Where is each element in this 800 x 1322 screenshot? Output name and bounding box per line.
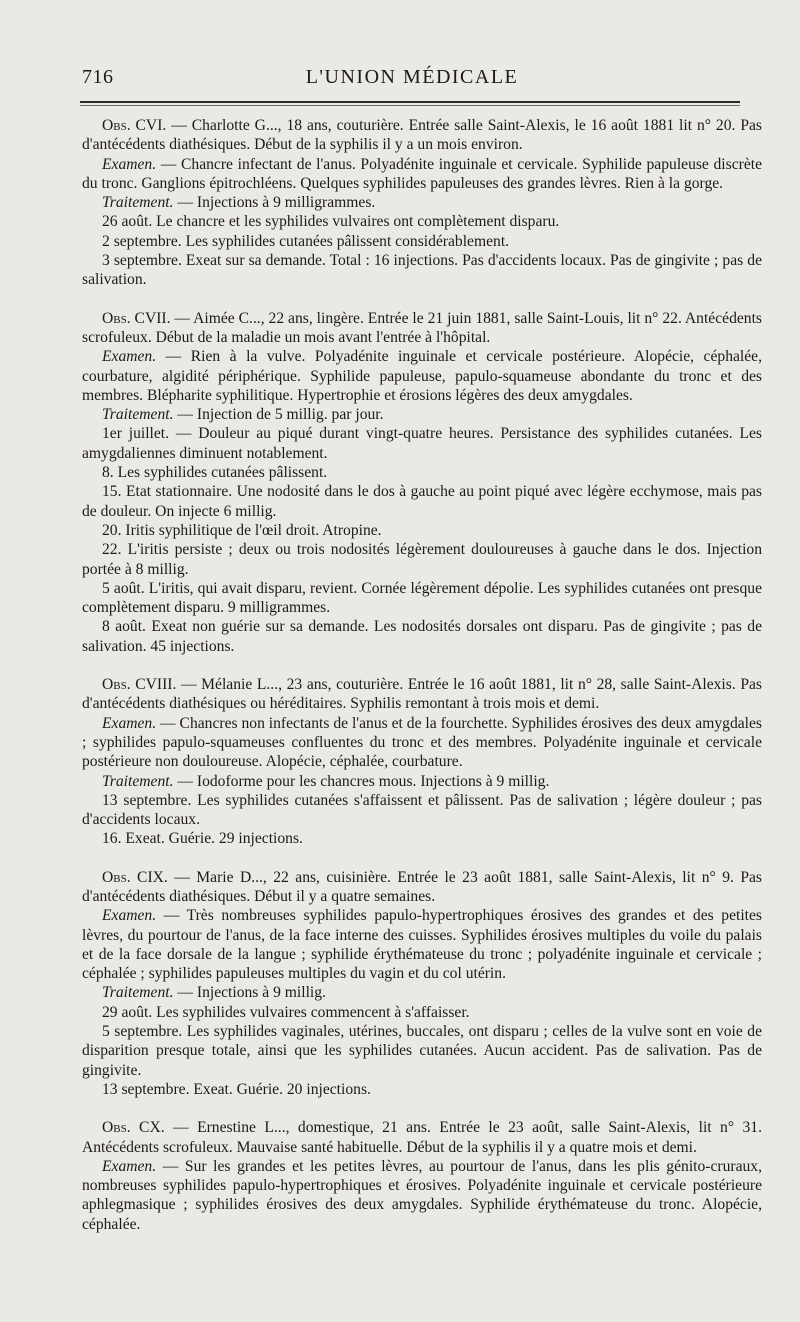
paragraph — [82, 906, 762, 983]
section-label: Examen. — [102, 155, 157, 173]
paragraph-text: — Marie D..., 22 ans, cuisinière. Entrée le 23 août 1881, salle Saint-Alexis, lit n° 9. Pas d'antécédents diathésiques. Début il y a quatre semaines. — [82, 868, 762, 905]
paragraph-text: 3 septembre. Exeat sur sa demande. Total : 16 injections. Pas d'accidents locaux. Pas de gingivite ; pas de salivation. — [82, 252, 762, 289]
section-label: Examen. — [102, 1157, 157, 1175]
paragraph-text: — Chancre infectant de l'anus. Polyadénite inguinale et cervicale. Syphilide papuleuse discrète du tronc. Ganglions épitrochléens. Quelques syphilides papuleuses des grandes lèvres. Rien à la gorge. — [82, 155, 762, 192]
paragraph-text: — Injection de 5 millig. par jour. — [173, 406, 384, 424]
observation-cvi — [82, 116, 762, 290]
paragraph-text: 1er juillet. — Douleur au piqué durant vingt-quatre heures. Persistance des syphilides cutanées. Les amygdaliennes diminuent notablement. — [82, 425, 762, 462]
paragraph — [82, 193, 762, 212]
paragraph — [82, 714, 762, 772]
section-label: Examen. — [102, 714, 157, 732]
paragraph — [82, 212, 762, 231]
paragraph — [82, 116, 762, 155]
observation-cviii — [82, 675, 762, 849]
paragraph-text: — Mélanie L..., 23 ans, couturière. Entrée le 16 août 1881, lit n° 28, salle Saint-Alexis. Pas d'antécédents diathésiques ou héréditaires. Syphilis remontant à trois mois et demi. — [82, 676, 762, 713]
paragraph-text: — Ernestine L..., domestique, 21 ans. Entrée le 23 août, salle Saint-Alexis, lit n° 31. Antécédents scrofuleux. Mauvaise santé habituelle. Début de la syphilis il y a quatre mois et demi. — [82, 1119, 762, 1156]
running-title: L'UNION MÉDICALE — [305, 66, 519, 88]
section-label: Examen. — [102, 907, 157, 925]
paragraph-text: — Iodoforme pour les chancres mous. Injections à 9 millig. — [173, 772, 550, 790]
paragraph — [82, 791, 762, 830]
paragraph-text: 16. Exeat. Guérie. 29 injections. — [102, 830, 303, 848]
header-rule — [80, 101, 740, 103]
header-rule-thin — [80, 105, 740, 106]
paragraph-text: 8. Les syphilides cutanées pâlissent. — [102, 464, 328, 482]
paragraph — [82, 232, 762, 251]
paragraph-text: — Charlotte G..., 18 ans, couturière. Entrée salle Saint-Alexis, le 16 août 1881 lit n° 20. Pas d'antécédents diathésiques. Début de la syphilis il y a un mois environ. — [82, 117, 762, 154]
paragraph-text: 5 août. L'iritis, qui avait disparu, revient. Cornée légèrement dépolie. Les syphilides cutanées ont presque complètement disparu. 9 milligrammes. — [82, 579, 762, 617]
page-header — [82, 66, 742, 96]
paragraph-text: 22. L'iritis persiste ; deux ou trois nodosités légèrement douloureuses à gauche dans le dos. Injection portée à 8 millig. — [82, 541, 762, 578]
observation-cx — [82, 1118, 762, 1234]
paragraph-text: — Chancres non infectants de l'anus et de la fourchette. Syphilides érosives des deux amygdales ; syphilides papulo-squameuses confluentes du tronc et des membres. Polyadénite inguinale et cervicale postérieure non douloureuse. Alopécie, céphalée, courbature. — [82, 714, 762, 771]
paragraph — [82, 1022, 762, 1080]
paragraph-text: 20. Iritis syphilitique de l'œil droit. Atropine. — [102, 521, 382, 539]
obs-label: Obs. CVI. — [102, 117, 167, 134]
paragraph — [82, 1118, 762, 1157]
paragraph-text: — Sur les grandes et les petites lèvres, au pourtour de l'anus, dans les plis génito-cruraux, nombreuses syphilides papulo-hypertrophiques et érosives. Polyadénite inguinale et cervicale postérieure aphlegmasique ; syphilides érosives des deux amygdales. Syphilide érythémateuse du tronc. Alopécie, céphalée. — [82, 1157, 762, 1233]
obs-label: Obs. CIX. — [102, 868, 168, 886]
paragraph-text: — Rien à la vulve. Polyadénite inguinale et cervicale postérieure. Alopécie, céphalée, courbature, algidité périphérique. Syphilide papuleuse, papulo-squameuse abondante du tronc et des membres. Blépharite syphilitique. Hypertrophie et érosions légères des deux amygdales. — [82, 348, 762, 404]
paragraph — [82, 983, 762, 1002]
observation-cvii — [82, 309, 762, 656]
paragraph — [82, 405, 762, 424]
obs-label: Obs. CX. — [102, 1119, 165, 1137]
observation-cix — [82, 868, 762, 1100]
paragraph-text: 15. Etat stationnaire. Une nodosité dans le dos à gauche au point piqué avec légère ecchymose, mais pas de douleur. On injecte 6 millig. — [82, 483, 762, 520]
paragraph-text: — Injections à 9 milligrammes. — [173, 194, 376, 212]
paragraph — [82, 482, 762, 521]
paragraph — [82, 1080, 762, 1099]
paragraph — [82, 868, 762, 907]
paragraph — [82, 579, 762, 618]
paragraph — [82, 309, 762, 348]
paragraph — [82, 829, 762, 848]
paragraph-text: 2 septembre. Les syphilides cutanées pâlissent considérablement. — [102, 232, 510, 250]
paragraph — [82, 347, 762, 405]
paragraph-text: — Injections à 9 millig. — [173, 984, 326, 1002]
section-label: Traitement. — [102, 406, 174, 424]
paragraph — [82, 155, 762, 194]
paragraph-text: 8 août. Exeat non guérie sur sa demande. Les nodosités dorsales ont disparu. Pas de gingivite ; pas de salivation. 45 injections. — [82, 618, 762, 655]
page-number: 716 — [82, 66, 114, 88]
section-label: Examen. — [102, 348, 157, 366]
paragraph — [82, 1003, 762, 1022]
paragraph — [82, 772, 762, 791]
paragraph-text: 5 septembre. Les syphilides vaginales, utérines, buccales, ont disparu ; celles de la vulve sont en voie de disparition presque totale, ainsi que les syphilides cutanées. Aucun accident. Pas de salivation. Pas de gingivite. — [82, 1023, 762, 1079]
section-label: Traitement. — [102, 194, 174, 212]
paragraph-text: 29 août. Les syphilides vulvaires commencent à s'affaisser. — [102, 1003, 470, 1021]
paragraph-text: 26 août. Le chancre et les syphilides vulvaires ont complètement disparu. — [102, 213, 560, 231]
section-label: Traitement. — [102, 984, 174, 1002]
paragraph — [82, 251, 762, 290]
paragraph-text: 13 septembre. Les syphilides cutanées s'affaissent et pâlissent. Pas de salivation ; légère douleur ; pas d'accidents locaux. — [82, 791, 762, 829]
paragraph — [82, 424, 762, 463]
paragraph — [82, 1157, 762, 1234]
paragraph — [82, 540, 762, 579]
paragraph — [82, 675, 762, 714]
obs-label: Obs. CVII. — [102, 309, 171, 327]
obs-label: Obs. CVIII. — [102, 676, 177, 694]
paragraph-text: — Très nombreuses syphilides papulo-hypertrophiques érosives des grandes et des petites lèvres, du pourtour de l'anus, de la face interne des cuisses. Syphilides érosives multiples du voile du palais et de la face dorsale de la langue ; syphilide érythémateuse du tronc ; polyadénite inguinale et cervicale ; céphalée ; syphilides papuleuses multiples du vagin et du col utérin. — [82, 907, 762, 983]
paragraph-text: 13 septembre. Exeat. Guérie. 20 injections. — [102, 1080, 371, 1098]
paragraph — [82, 463, 762, 482]
section-label: Traitement. — [102, 772, 174, 790]
paragraph-text: — Aimée C..., 22 ans, lingère. Entrée le 21 juin 1881, salle Saint-Louis, lit n° 22. Antécédents scrofuleux. Début de la maladie un mois avant l'entrée à l'hôpital. — [82, 309, 762, 346]
paragraph — [82, 521, 762, 540]
body-text — [82, 116, 762, 1253]
paragraph — [82, 617, 762, 656]
